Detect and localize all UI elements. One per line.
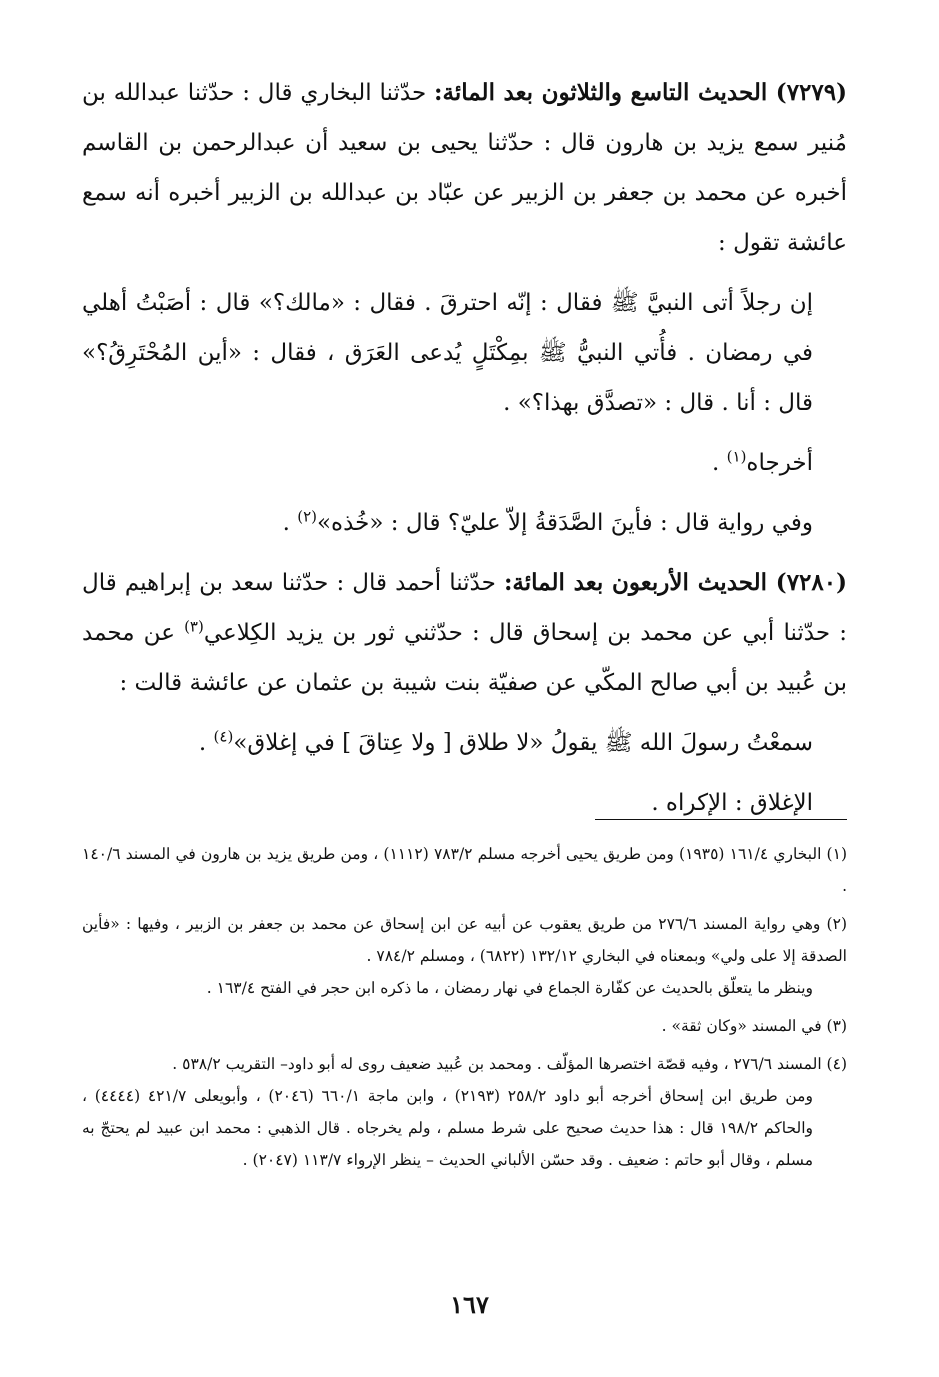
- hadith-7279-chain: حدّثنا البخاري قال : حدّثنا عبدالله بن مُنير سمع يزيد بن هارون قال : حدّثنا يحيى بن سعيد أن عبدالرحمن بن القاسم أخبره عن محمد بن جعفر بن الزبير عن عبّاد بن عبدالله بن الزبير أخبره أنه سمع عائشة تقول :: [82, 80, 847, 256]
- hadith-7279-matn: إن رجلاً أتى النبيَّ ﷺ فقال : إنّه احترقَ . فقال : «مالك؟» قال : أصَبْتُ أهلي في رمضان . فأُتي النبيُّ ﷺ بمِكْتَلٍ يُدعى العَرَق ، فقال : «أين المُحْتَرِقُ؟» قال : أنا . قال : «تصدَّق بهذا؟» .: [82, 290, 813, 416]
- footnote-4-continued: ومن طريق ابن إسحاق أخرجه أبو داود ٢٥٨/٢ (٢١٩٣) ، وابن ماجة ٦٦٠/١ (٢٠٤٦) ، وأبويعلى ٤٢١/٧ (٤٤٤٤) ، والحاكم ١٩٨/٢ قال : هذا حديث صحيح على شرط مسلم ، ولم يخرجاه . قال الذهبي : محمد ابن عبيد لم يحتجّ به مسلم ، وقال أبو حاتم : ضعيف . وقد حسّن الألباني الحديث – ينظر الإرواء ١١٣/٧ (٢٠٤٧) .: [82, 1087, 813, 1169]
- hadith-7280-gloss: الإغلاق : الإكراه .: [651, 790, 813, 816]
- hadith-7280-matn: [82, 718, 847, 768]
- takhrij-text: أخرجاه: [746, 450, 813, 476]
- footnote-2-continued: وينظر ما يتعلّق بالحديث عن كفّارة الجماع في نهار رمضان ، ما ذكره ابن حجر في الفتح ١٦٣/٤ .: [206, 979, 813, 997]
- footnote-1: (١) البخاري ١٦١/٤ (١٩٣٥) ومن طريق يحيى أخرجه مسلم ٧٨٣/٢ (١١١٢) ، ومن طريق يزيد بن هارون في المسند ١٤٠/٦ .: [82, 845, 847, 895]
- matn-text: سمعْتُ رسولَ الله ﷺ يقولُ «لا طلاق [ ولا عِتاقَ ] في إغلاق»: [233, 730, 813, 756]
- footnote-ref-2[interactable]: (٢): [297, 507, 317, 526]
- footnote-3: (٣) في المسند «وكان ثقة» .: [661, 1017, 847, 1035]
- hadith-7280-heading: (٧٢٨٠) الحديث الأربعون بعد المائة:: [503, 569, 847, 596]
- page-number: ١٦٧: [450, 1290, 489, 1319]
- riwaya-text: وفي رواية قال : فأينَ الصَّدَقةُ إلاّ عليّ؟ قال : «خُذه»: [316, 510, 813, 536]
- hadith-7279-riwaya: [82, 498, 847, 548]
- matn-end: .: [198, 730, 214, 756]
- hadith-7280-chain-2: عن محمد بن عُبيد بن أبي صالح المكّي عن صفيّة بنت شيبة بن عثمان عن عائشة قالت :: [82, 620, 847, 696]
- takhrij-end: .: [712, 450, 727, 476]
- riwaya-end: .: [282, 510, 298, 536]
- hadith-7280-chain-1: حدّثنا أحمد قال : حدّثنا سعد بن إبراهيم قال : حدّثنا أبي عن محمد بن إسحاق قال : حدّثني ثور بن يزيد الكِلاعي: [82, 570, 847, 646]
- footnote-4: (٤) المسند ٢٧٦/٦ ، وفيه قصّة اختصرها المؤلّف . ومحمد بن عُبيد ضعيف روى له أبو داود– التقريب ٥٣٨/٢ .: [172, 1055, 847, 1073]
- footnote-2: (٢) وهي رواية المسند ٢٧٦/٦ من طريق يعقوب عن أبيه عن ابن إسحاق عن محمد بن جعفر بن الزبير ، وفيها : «فأين الصدقة إلا على ولي» وبمعناه في البخاري ١٣٢/١٢ (٦٨٢٢) ، ومسلم ٧٨٤/٢ .: [82, 915, 847, 965]
- footnotes: [82, 838, 847, 1176]
- footnote-ref-1[interactable]: (١): [726, 447, 747, 466]
- hadith-7279-isnad: [82, 68, 847, 268]
- hadith-7280-isnad: [82, 558, 847, 708]
- hadith-7279-takhrij: [82, 438, 847, 488]
- footnote-ref-4[interactable]: (٤): [213, 727, 234, 746]
- footnote-ref-3[interactable]: (٣): [184, 617, 204, 636]
- hadith-7279-heading: (٧٢٧٩) الحديث التاسع والثلاثون بعد المائة:: [434, 79, 847, 106]
- main-text: [82, 68, 847, 828]
- footnote-divider: [595, 819, 847, 820]
